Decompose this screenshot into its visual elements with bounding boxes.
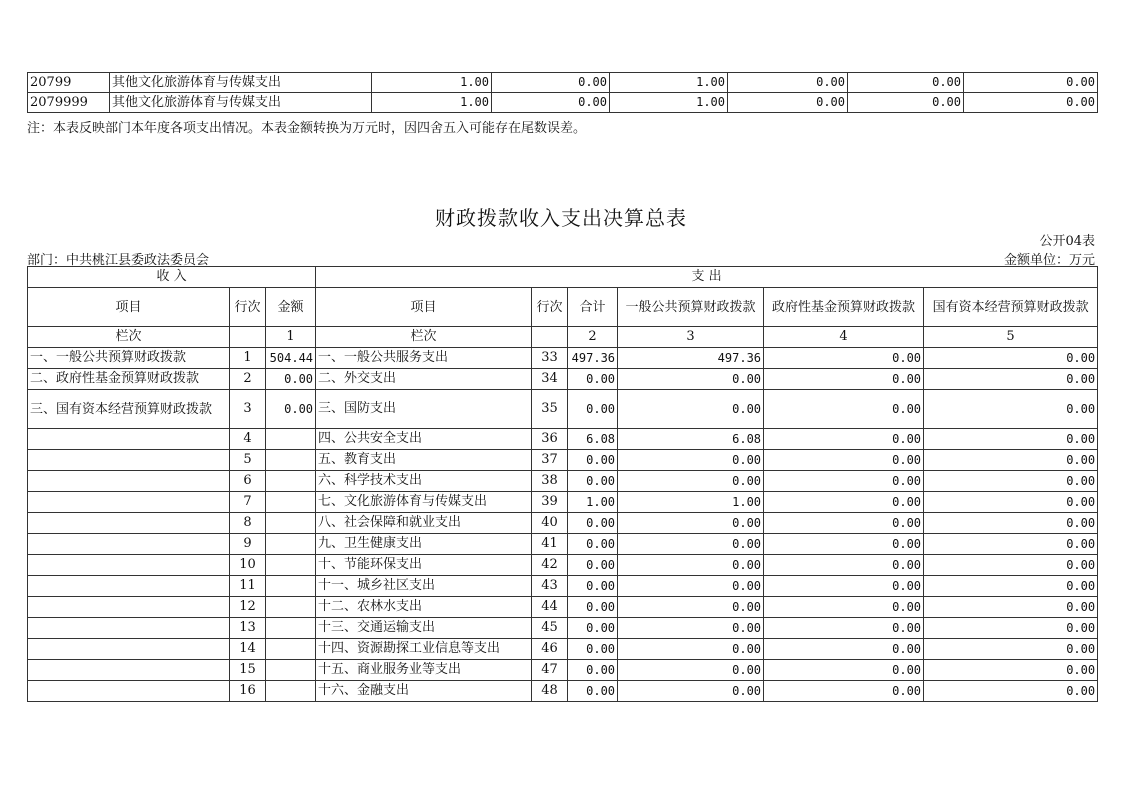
- amount-cell: 1.00: [372, 73, 492, 93]
- header-row-lanci: [28, 327, 1098, 348]
- subject-name: 其他文化旅游体育与传媒支出: [110, 93, 372, 113]
- income-row-number: 3: [230, 390, 266, 429]
- table-row: [28, 555, 1098, 576]
- expense-item: 十二、农林水支出: [316, 597, 532, 618]
- table-row: [28, 681, 1098, 702]
- income-amount: [266, 681, 316, 702]
- income-row-number: 4: [230, 429, 266, 450]
- income-amount: [266, 492, 316, 513]
- general-budget-amount: 497.36: [618, 348, 764, 369]
- expense-item: 九、卫生健康支出: [316, 534, 532, 555]
- gov-fund-amount: 0.00: [764, 429, 924, 450]
- state-capital-amount: 0.00: [924, 555, 1098, 576]
- expense-row-number: 46: [532, 639, 568, 660]
- income-amount: [266, 576, 316, 597]
- state-capital-amount: 0.00: [924, 492, 1098, 513]
- income-item: [28, 555, 230, 576]
- state-capital-amount: 0.00: [924, 618, 1098, 639]
- income-item: 二、政府性基金预算财政拨款: [28, 369, 230, 390]
- general-budget-amount: 0.00: [618, 555, 764, 576]
- income-amount-header: 金额: [266, 288, 316, 327]
- income-amount: [266, 450, 316, 471]
- general-budget-amount: 0.00: [618, 471, 764, 492]
- subject-name: 其他文化旅游体育与传媒支出: [110, 73, 372, 93]
- amount-cell: 0.00: [964, 73, 1098, 93]
- expense-item-header: 项目: [316, 288, 532, 327]
- state-capital-amount: 0.00: [924, 597, 1098, 618]
- total-amount: 0.00: [568, 471, 618, 492]
- expense-item: 一、一般公共服务支出: [316, 348, 532, 369]
- state-capital-amount: 0.00: [924, 450, 1098, 471]
- table-row: [28, 513, 1098, 534]
- total-amount: 6.08: [568, 429, 618, 450]
- income-amount: 504.44: [266, 348, 316, 369]
- amount-cell: 0.00: [848, 73, 964, 93]
- gov-fund-amount: 0.00: [764, 555, 924, 576]
- expense-item: 十四、资源勘探工业信息等支出: [316, 639, 532, 660]
- income-amount: [266, 534, 316, 555]
- income-item-header: 项目: [28, 288, 230, 327]
- gov-fund-amount: 0.00: [764, 450, 924, 471]
- appropriation-summary-table: [27, 266, 1098, 702]
- expense-row-number: 38: [532, 471, 568, 492]
- total-amount: 0.00: [568, 555, 618, 576]
- income-amount: [266, 660, 316, 681]
- amount-cell: 1.00: [610, 73, 728, 93]
- amount-cell: 0.00: [728, 93, 848, 113]
- income-item: [28, 450, 230, 471]
- income-header: 收 入: [28, 267, 316, 288]
- general-budget-amount: 0.00: [618, 618, 764, 639]
- table-row: [28, 471, 1098, 492]
- previous-table-fragment: [27, 72, 1098, 113]
- empty-cell: [532, 327, 568, 348]
- general-budget-amount: 1.00: [618, 492, 764, 513]
- table-row: [28, 618, 1098, 639]
- expense-row-number: 37: [532, 450, 568, 471]
- expense-item: 六、科学技术支出: [316, 471, 532, 492]
- state-capital-amount: 0.00: [924, 660, 1098, 681]
- income-row-number: 11: [230, 576, 266, 597]
- income-item: [28, 639, 230, 660]
- general-budget-amount: 0.00: [618, 681, 764, 702]
- expense-row-number: 42: [532, 555, 568, 576]
- income-row-number: 7: [230, 492, 266, 513]
- table-note: 注：本表反映部门本年度各项支出情况。本表金额转换为万元时，因四舍五入可能存在尾数误差。: [27, 121, 587, 136]
- department-label: 部门：中共桃江县委政法委员会: [27, 253, 210, 268]
- state-capital-amount: 0.00: [924, 639, 1098, 660]
- gov-fund-amount: 0.00: [764, 681, 924, 702]
- expense-header: 支 出: [316, 267, 1098, 288]
- general-budget-amount: 0.00: [618, 513, 764, 534]
- expense-row-number: 35: [532, 390, 568, 429]
- expense-row-number: 47: [532, 660, 568, 681]
- total-header: 合计: [568, 288, 618, 327]
- total-amount: 0.00: [568, 597, 618, 618]
- table-row: [28, 369, 1098, 390]
- general-budget-amount: 0.00: [618, 450, 764, 471]
- page-title: 财政拨款收入支出决算总表: [435, 206, 687, 230]
- gov-fund-amount: 0.00: [764, 471, 924, 492]
- income-item: [28, 660, 230, 681]
- expense-row-number: 44: [532, 597, 568, 618]
- total-amount: 1.00: [568, 492, 618, 513]
- income-row-number: 1: [230, 348, 266, 369]
- income-amount: 0.00: [266, 390, 316, 429]
- state-capital-amount: 0.00: [924, 471, 1098, 492]
- gov-fund-amount: 0.00: [764, 639, 924, 660]
- income-row-number: 10: [230, 555, 266, 576]
- general-budget-amount: 0.00: [618, 369, 764, 390]
- column-number: 3: [618, 327, 764, 348]
- total-amount: 0.00: [568, 618, 618, 639]
- expense-row-number: 36: [532, 429, 568, 450]
- gov-fund-amount: 0.00: [764, 390, 924, 429]
- table-row: [28, 429, 1098, 450]
- expense-row-number: 34: [532, 369, 568, 390]
- amount-cell: 0.00: [492, 73, 610, 93]
- income-rowno-header: 行次: [230, 288, 266, 327]
- expense-row-number: 39: [532, 492, 568, 513]
- gov-fund-amount: 0.00: [764, 576, 924, 597]
- gov-fund-amount: 0.00: [764, 369, 924, 390]
- general-budget-amount: 0.00: [618, 639, 764, 660]
- state-capital-amount: 0.00: [924, 534, 1098, 555]
- table-row: [28, 348, 1098, 369]
- total-amount: 0.00: [568, 576, 618, 597]
- lanci-label: 栏次: [316, 327, 532, 348]
- table-row: [28, 576, 1098, 597]
- income-row-number: 12: [230, 597, 266, 618]
- total-amount: 0.00: [568, 390, 618, 429]
- income-item: [28, 618, 230, 639]
- column-number: 1: [266, 327, 316, 348]
- column-number: 5: [924, 327, 1098, 348]
- expense-item: 三、国防支出: [316, 390, 532, 429]
- income-item: [28, 492, 230, 513]
- expense-item: 二、外交支出: [316, 369, 532, 390]
- total-amount: 497.36: [568, 348, 618, 369]
- unit-label: 金额单位：万元: [1003, 253, 1095, 268]
- state-capital-header: 国有资本经营预算财政拨款: [924, 288, 1098, 327]
- table-row: [28, 597, 1098, 618]
- general-budget-amount: 0.00: [618, 660, 764, 681]
- form-number: 公开04表: [1039, 234, 1095, 249]
- total-amount: 0.00: [568, 660, 618, 681]
- expense-item: 四、公共安全支出: [316, 429, 532, 450]
- income-amount: [266, 471, 316, 492]
- general-budget-amount: 0.00: [618, 534, 764, 555]
- expense-row-number: 43: [532, 576, 568, 597]
- income-item: [28, 597, 230, 618]
- income-row-number: 5: [230, 450, 266, 471]
- state-capital-amount: 0.00: [924, 681, 1098, 702]
- income-amount: [266, 597, 316, 618]
- state-capital-amount: 0.00: [924, 576, 1098, 597]
- amount-cell: 0.00: [492, 93, 610, 113]
- gov-fund-amount: 0.00: [764, 513, 924, 534]
- income-item: [28, 681, 230, 702]
- amount-cell: 0.00: [964, 93, 1098, 113]
- total-amount: 0.00: [568, 681, 618, 702]
- expense-item: 十三、交通运输支出: [316, 618, 532, 639]
- table-row: [28, 492, 1098, 513]
- expense-item: 十一、城乡社区支出: [316, 576, 532, 597]
- subject-code: 2079999: [28, 93, 110, 113]
- general-budget-amount: 0.00: [618, 597, 764, 618]
- state-capital-amount: 0.00: [924, 369, 1098, 390]
- gov-fund-amount: 0.00: [764, 597, 924, 618]
- income-item: [28, 576, 230, 597]
- gov-fund-amount: 0.00: [764, 618, 924, 639]
- expense-item: 五、教育支出: [316, 450, 532, 471]
- income-row-number: 16: [230, 681, 266, 702]
- expense-row-number: 45: [532, 618, 568, 639]
- income-item: [28, 513, 230, 534]
- income-row-number: 13: [230, 618, 266, 639]
- empty-cell: [230, 327, 266, 348]
- table-row: [28, 660, 1098, 681]
- income-item: [28, 429, 230, 450]
- expense-row-number: 48: [532, 681, 568, 702]
- expense-item: 八、社会保障和就业支出: [316, 513, 532, 534]
- table-row: [28, 390, 1098, 429]
- table-row: [28, 534, 1098, 555]
- table-row: [28, 639, 1098, 660]
- amount-cell: 0.00: [728, 73, 848, 93]
- header-row-columns: [28, 288, 1098, 327]
- income-amount: 0.00: [266, 369, 316, 390]
- general-budget-amount: 0.00: [618, 390, 764, 429]
- total-amount: 0.00: [568, 513, 618, 534]
- total-amount: 0.00: [568, 450, 618, 471]
- gov-fund-amount: 0.00: [764, 660, 924, 681]
- expense-row-number: 40: [532, 513, 568, 534]
- expense-item: 十五、商业服务业等支出: [316, 660, 532, 681]
- amount-cell: 0.00: [848, 93, 964, 113]
- income-amount: [266, 639, 316, 660]
- gov-fund-amount: 0.00: [764, 534, 924, 555]
- income-amount: [266, 618, 316, 639]
- subject-code: 20799: [28, 73, 110, 93]
- gov-fund-amount: 0.00: [764, 492, 924, 513]
- income-row-number: 2: [230, 369, 266, 390]
- column-number: 2: [568, 327, 618, 348]
- state-capital-amount: 0.00: [924, 390, 1098, 429]
- general-budget-header: 一般公共预算财政拨款: [618, 288, 764, 327]
- table-row: [28, 93, 1098, 113]
- state-capital-amount: 0.00: [924, 429, 1098, 450]
- expense-rowno-header: 行次: [532, 288, 568, 327]
- expense-item: 十、节能环保支出: [316, 555, 532, 576]
- income-row-number: 14: [230, 639, 266, 660]
- header-row-sections: [28, 267, 1098, 288]
- total-amount: 0.00: [568, 639, 618, 660]
- expense-item: 十六、金融支出: [316, 681, 532, 702]
- income-row-number: 15: [230, 660, 266, 681]
- income-amount: [266, 555, 316, 576]
- general-budget-amount: 0.00: [618, 576, 764, 597]
- income-amount: [266, 513, 316, 534]
- expense-row-number: 33: [532, 348, 568, 369]
- state-capital-amount: 0.00: [924, 513, 1098, 534]
- table-row: [28, 450, 1098, 471]
- income-item: 三、国有资本经营预算财政拨款: [28, 390, 230, 429]
- income-item: [28, 471, 230, 492]
- table-row: [28, 73, 1098, 93]
- gov-fund-amount: 0.00: [764, 348, 924, 369]
- income-row-number: 8: [230, 513, 266, 534]
- total-amount: 0.00: [568, 534, 618, 555]
- gov-fund-header: 政府性基金预算财政拨款: [764, 288, 924, 327]
- income-row-number: 9: [230, 534, 266, 555]
- lanci-label: 栏次: [28, 327, 230, 348]
- expense-item: 七、文化旅游体育与传媒支出: [316, 492, 532, 513]
- state-capital-amount: 0.00: [924, 348, 1098, 369]
- amount-cell: 1.00: [372, 93, 492, 113]
- income-item: [28, 534, 230, 555]
- income-row-number: 6: [230, 471, 266, 492]
- general-budget-amount: 6.08: [618, 429, 764, 450]
- expense-row-number: 41: [532, 534, 568, 555]
- income-item: 一、一般公共预算财政拨款: [28, 348, 230, 369]
- income-amount: [266, 429, 316, 450]
- total-amount: 0.00: [568, 369, 618, 390]
- column-number: 4: [764, 327, 924, 348]
- amount-cell: 1.00: [610, 93, 728, 113]
